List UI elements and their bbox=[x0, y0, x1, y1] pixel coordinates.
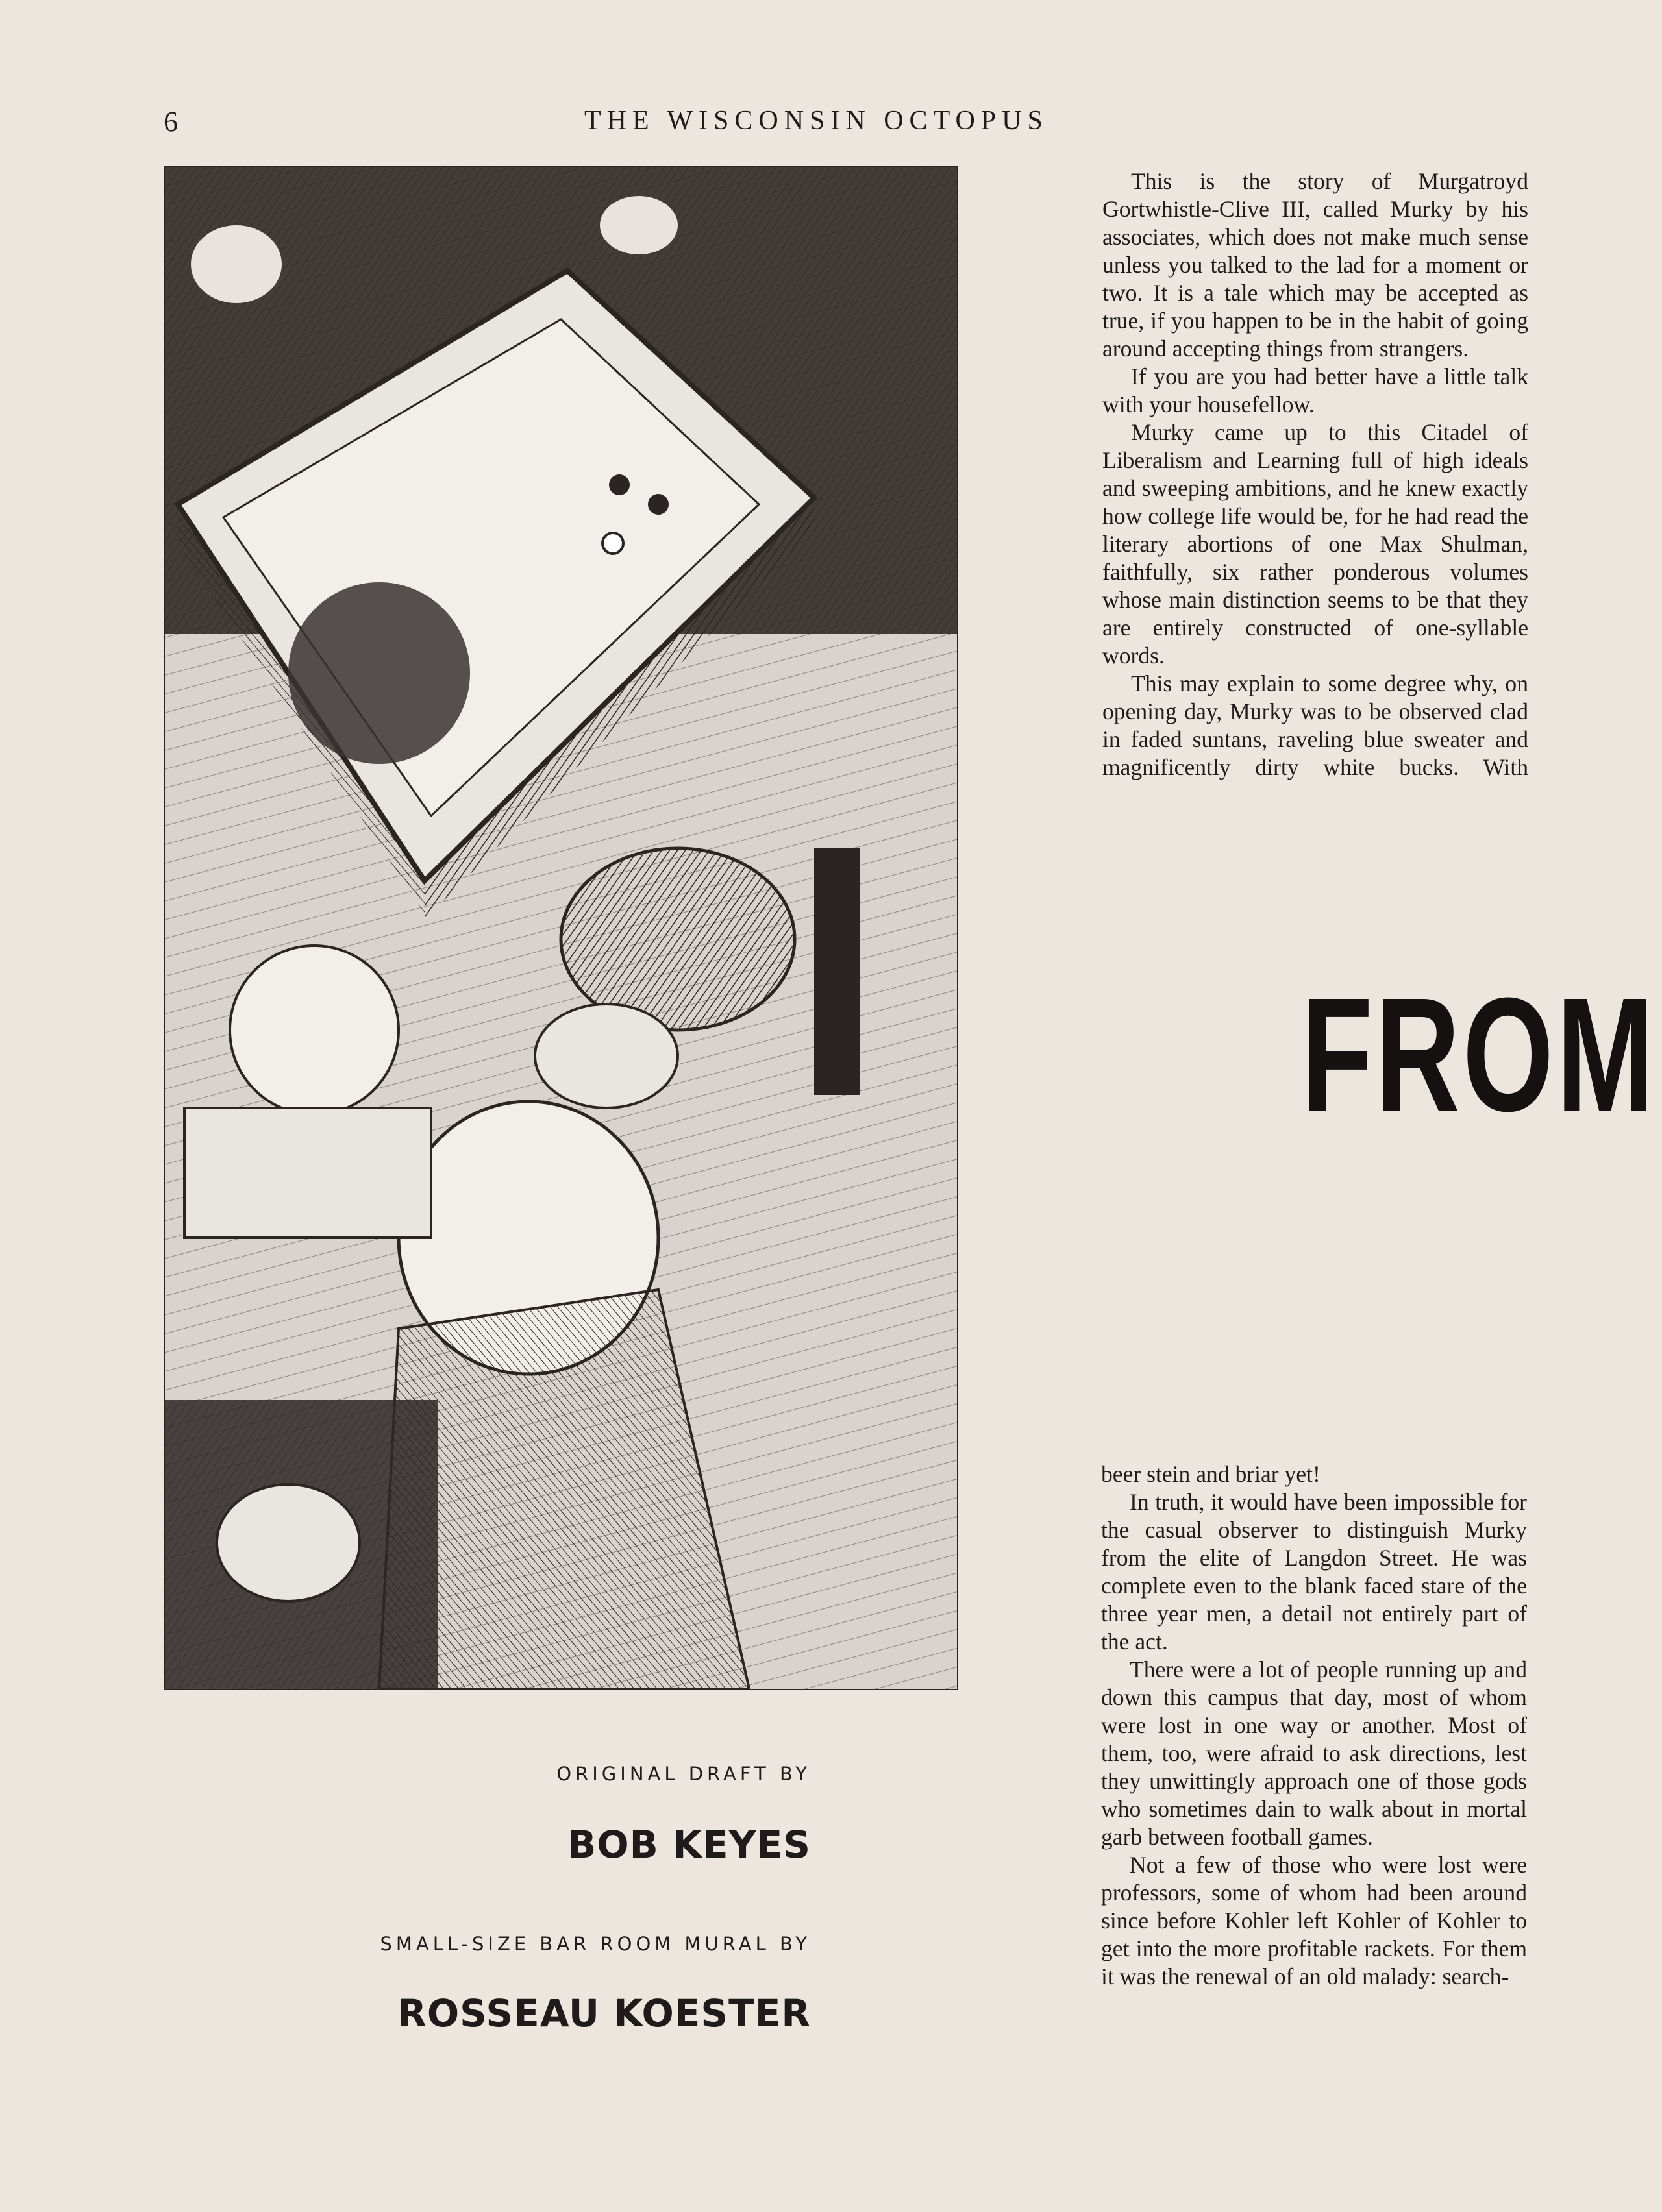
bar-room-mural-illustration bbox=[164, 166, 958, 1690]
article-paragraph: This is the story of Murgatroyd Gortwhistle-Clive III, called Murky by his associates, which does not make much sense unless you talked to the lad for a moment or two. It is a tale which may be accepted as true, if you happen to be in the habit of going around accepting things from strangers. bbox=[1102, 168, 1528, 362]
article-paragraph: Murky came up to this Citadel of Liberalism and Learning full of high ideals and sweeping ambitions, and he knew exactly how college life would be, for he had read the literary abortions of one Max Shulman, faithfully, six rather ponderous volumes whose main distinction seems to be that they are entirely constructed of one-syllable words. bbox=[1102, 419, 1528, 669]
mural-credit-name: ROSSEAU KOESTER bbox=[397, 1991, 811, 2035]
draft-credit-name: BOB KEYES bbox=[567, 1823, 811, 1867]
article-paragraph: This may explain to some degree why, on opening day, Murky was to be observed clad in faded suntans, raveling blue sweater and magnificently dirty white bucks. With bbox=[1102, 670, 1528, 780]
article-paragraph: There were a lot of people running up and down this campus that day, most of whom were lost in one way or another. Most of them, too, were afraid to ask directions, lest they unwittingly approach one of those gods who sometimes dain to walk about in mortal garb between football games. bbox=[1101, 1656, 1527, 1850]
article-column-bottom bbox=[1101, 1460, 1527, 1991]
draft-credit-label: ORIGINAL DRAFT BY bbox=[556, 1763, 811, 1785]
mural-credit-label: SMALL-SIZE BAR ROOM MURAL BY bbox=[380, 1933, 811, 1955]
article-column-top bbox=[1102, 167, 1528, 781]
headline: FROM bbox=[1301, 964, 1657, 1145]
running-head: THE WISCONSIN OCTOPUS bbox=[584, 106, 1048, 136]
article-paragraph: In truth, it would have been impossible for the casual observer to distinguish Murky from the elite of Langdon Street. He was complete even to the blank faced stare of the three year men, a detail not entirely part of the act. bbox=[1101, 1489, 1527, 1654]
article-paragraph: Not a few of those who were lost were professors, some of whom had been around since before Kohler left Kohler of Kohler to get into the more profitable rackets. For them it was the renewal of an old malady: search- bbox=[1101, 1852, 1527, 1989]
article-paragraph: If you are you had better have a little talk with your housefellow. bbox=[1102, 363, 1528, 417]
page-number: 6 bbox=[164, 106, 178, 138]
article-paragraph: beer stein and briar yet! bbox=[1101, 1461, 1321, 1487]
